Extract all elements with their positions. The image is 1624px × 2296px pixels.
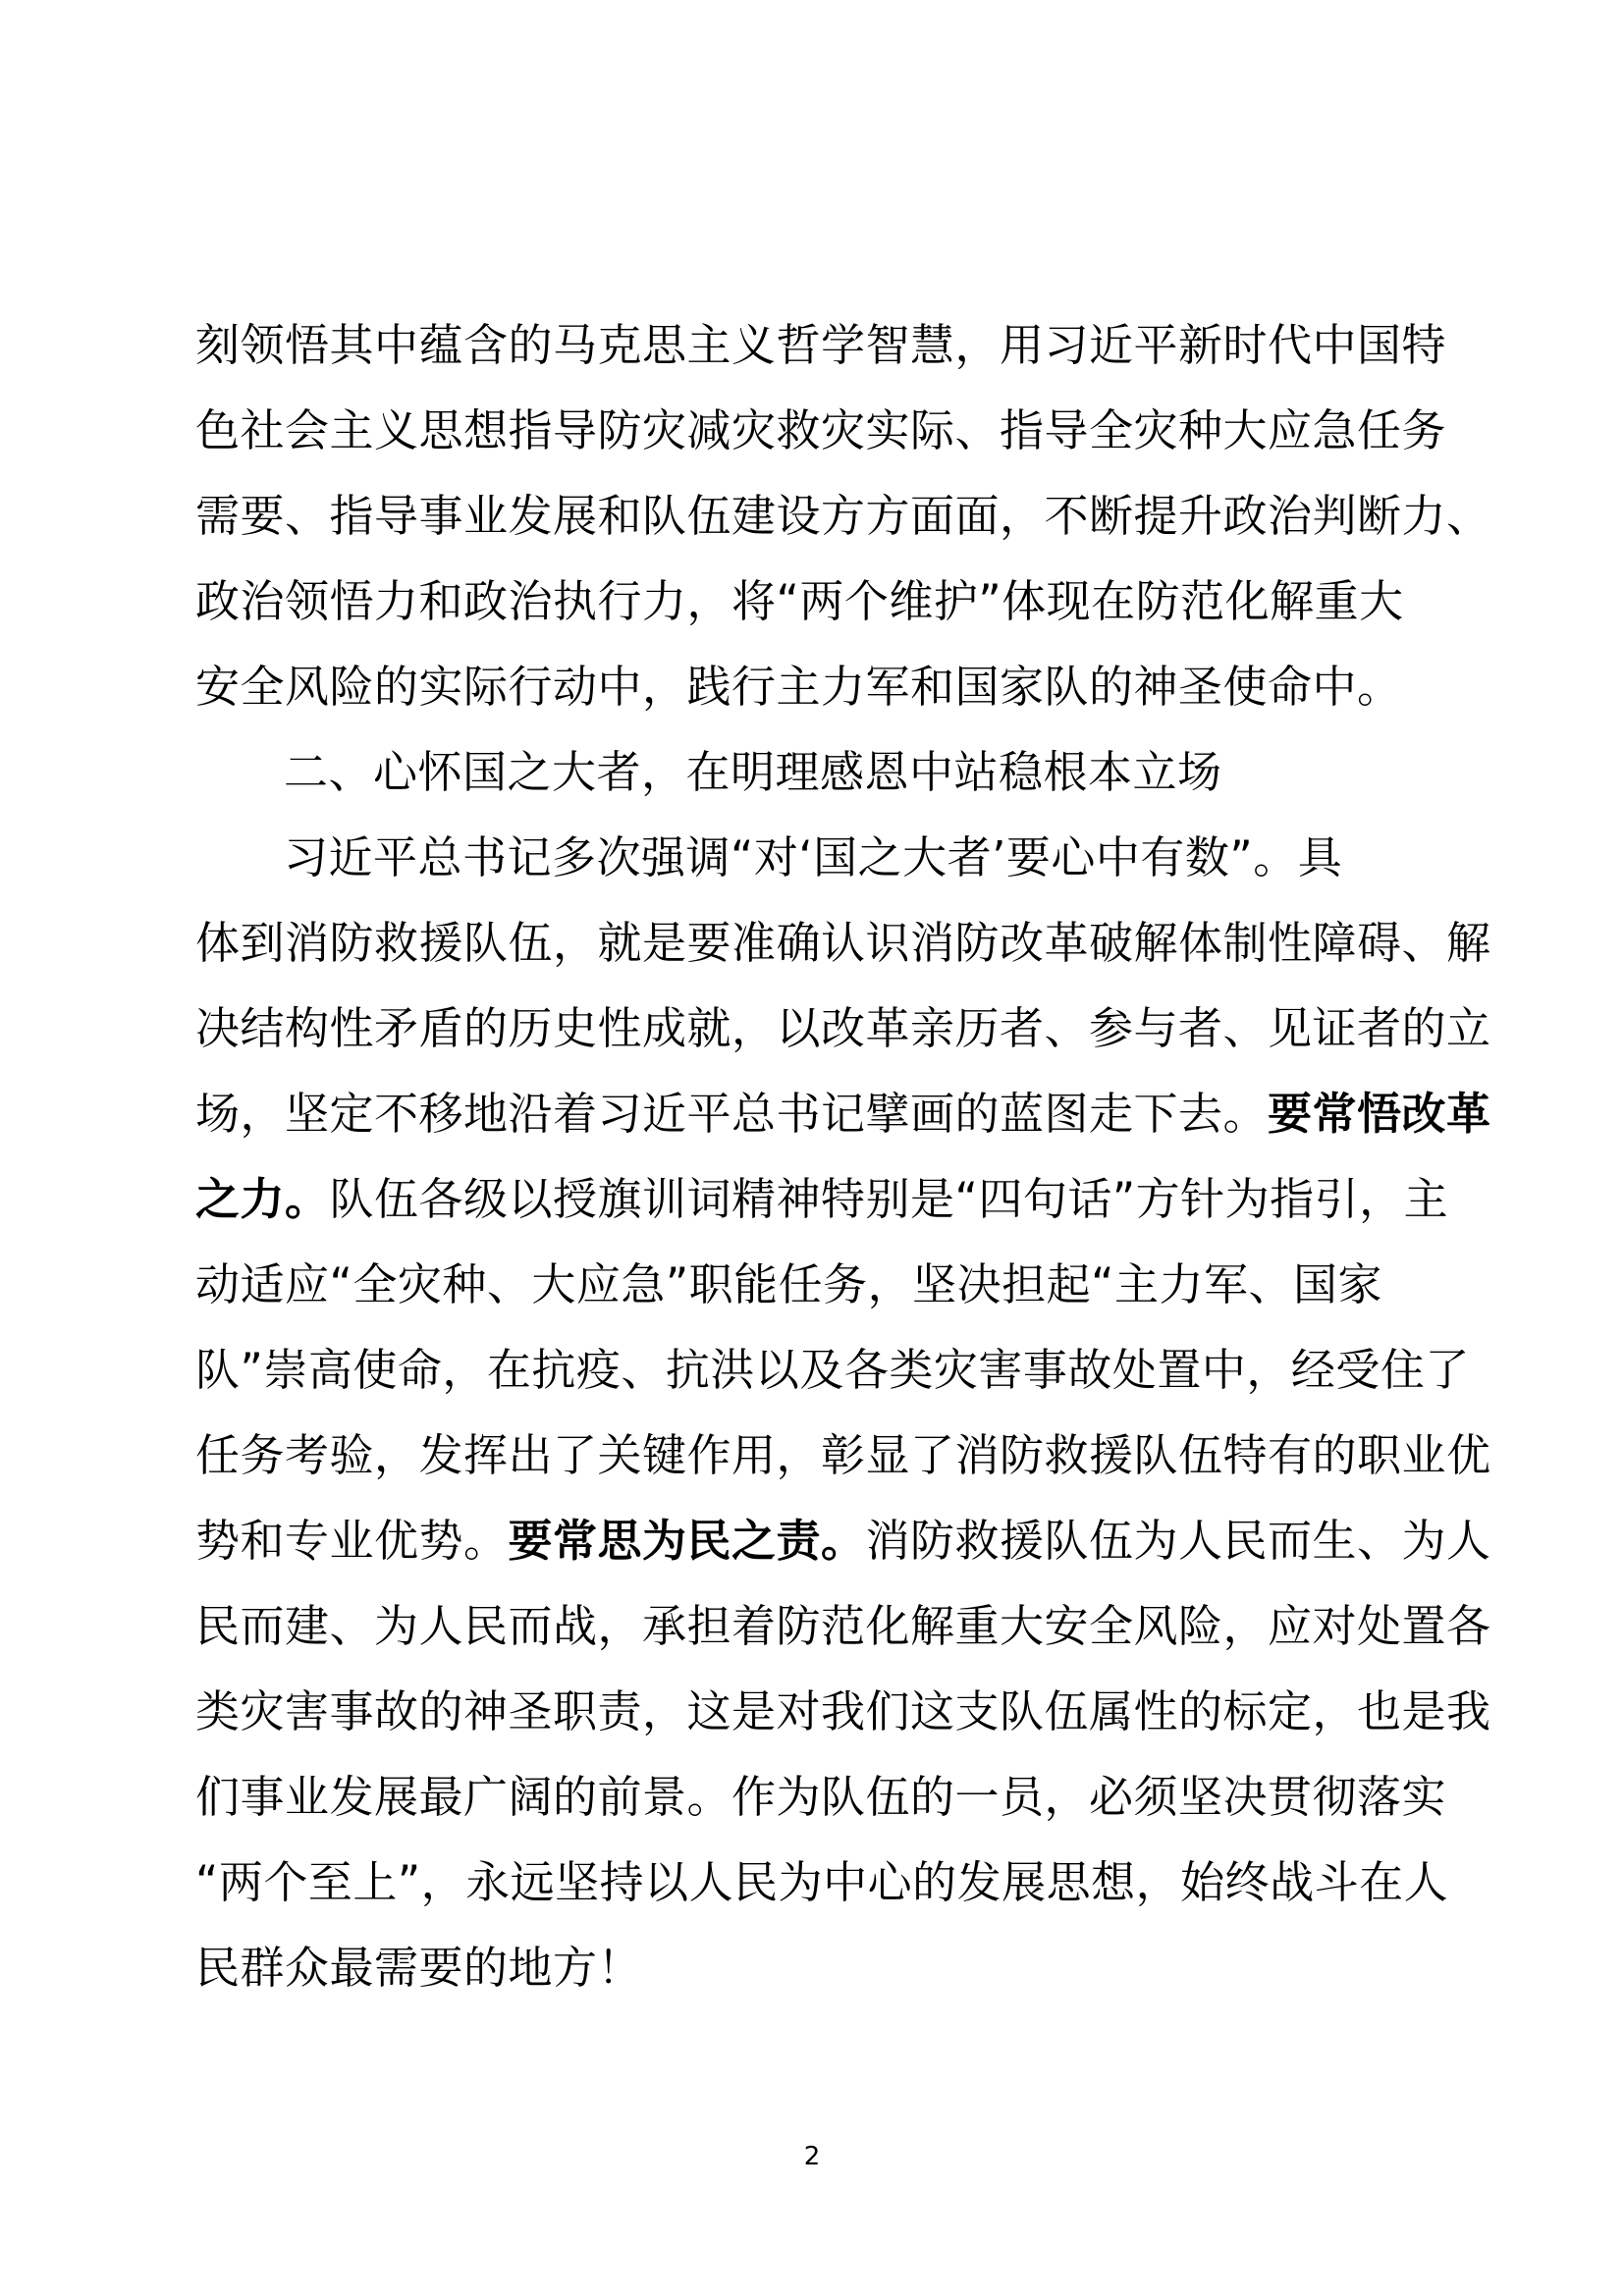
paragraph-line: 习近平总书记多次强调“对‘国之大者’要心中有数”。具	[284, 831, 1343, 883]
paragraph-line	[195, 1498, 1491, 1583]
paragraph-line: 民群众最需要的地方！	[195, 1942, 643, 1994]
paragraph-line: 类灾害事故的神圣职责，这是对我们这支队伍属性的标定，也是我	[195, 1685, 1491, 1737]
paragraph-line: 需要、指导事业发展和队伍建设方方面面，不断提升政治判断力、	[195, 490, 1491, 542]
text-run: 队伍各级以授旗训词精神特别是“四句话”方针为指引，主	[329, 1173, 1449, 1225]
text-run: 消防救援队伍为人民而生、为人	[865, 1515, 1491, 1567]
paragraph-line: 刻领悟其中蕴含的马克思主义哲学智慧，用习近平新时代中国特	[195, 319, 1447, 371]
paragraph-line	[195, 1071, 1491, 1156]
paragraph-line: 民而建、为人民而战，承担着防范化解重大安全风险，应对处置各	[195, 1600, 1491, 1652]
paragraph-line: 队”崇高使命，在抗疫、抗洪以及各类灾害事故处置中，经受住了	[195, 1344, 1470, 1396]
paragraph-line: 色社会主义思想指导防灾减灾救灾实际、指导全灾种大应急任务	[195, 404, 1447, 456]
paragraph-line: 安全风险的实际行动中，践行主力军和国家队的神圣使命中。	[195, 661, 1402, 713]
paragraph-line: 动适应“全灾种、大应急”职能任务，坚决担起“主力军、国家	[195, 1258, 1382, 1310]
paragraph-line: 们事业发展最广阔的前景。作为队伍的一员，必须坚决贯彻落实	[195, 1771, 1447, 1823]
text-run: 场，坚定不移地沿着习近平总书记擘画的蓝图走下去。	[195, 1088, 1269, 1140]
bold-emphasis: 之力。	[195, 1173, 330, 1225]
paragraph-line: 决结构性矛盾的历史性成就，以改革亲历者、参与者、见证者的立	[195, 1002, 1491, 1054]
paragraph-line: 任务考验，发挥出了关键作用，彰显了消防救援队伍特有的职业优	[195, 1429, 1491, 1481]
bold-emphasis: 要常悟改革	[1268, 1088, 1491, 1140]
document-body	[195, 302, 1491, 2010]
paragraph-line: 政治领悟力和政治执行力，将“两个维护”体现在防范化解重大	[195, 575, 1404, 627]
bold-emphasis: 要常思为民之责。	[508, 1515, 866, 1567]
paragraph-line: 体到消防救援队伍，就是要准确认识消防改革破解体制性障碍、解	[195, 917, 1491, 969]
paragraph-line	[195, 1156, 1449, 1242]
paragraph-line: “两个至上”，永远坚持以人民为中心的发展思想，始终战斗在人	[195, 1856, 1449, 1908]
page-number: 2	[803, 2142, 821, 2171]
section-heading: 二、心怀国之大者，在明理感恩中站稳根本立场	[284, 746, 1222, 798]
text-run: 势和专业优势。	[195, 1515, 509, 1567]
